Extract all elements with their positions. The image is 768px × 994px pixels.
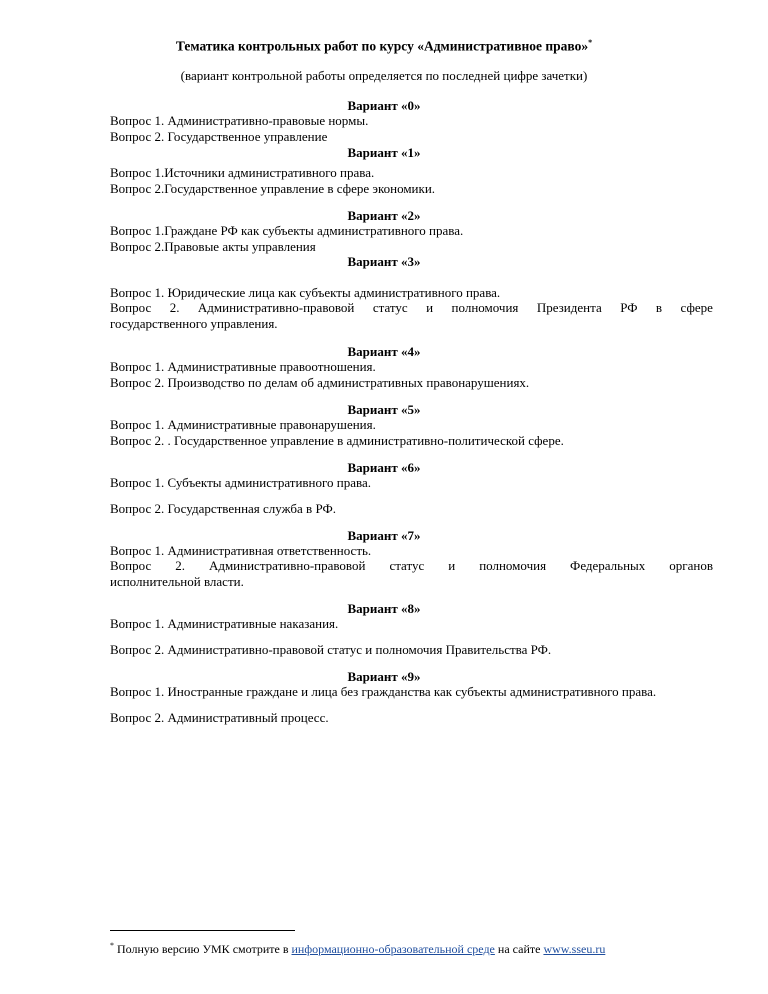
variant-6-heading: Вариант «6» xyxy=(347,460,421,475)
footnote-link-website[interactable]: www.sseu.ru xyxy=(543,942,606,956)
variant-4-question-2: Вопрос 2. Производство по делам об административных правонарушениях. xyxy=(110,375,530,390)
variant-1-question-1: Вопрос 1.Источники административного права. xyxy=(110,165,375,180)
variant-4-question-1: Вопрос 1. Административные правоотношения. xyxy=(110,359,376,374)
variant-2-question-1: Вопрос 1.Граждане РФ как субъекты административного права. xyxy=(110,223,464,238)
variant-2-question-2: Вопрос 2.Правовые акты управления xyxy=(110,239,316,254)
variant-8-question-2: Вопрос 2. Административно-правовой статус и полномочия Правительства РФ. xyxy=(110,642,552,657)
variant-2-heading: Вариант «2» xyxy=(347,208,421,223)
variant-5-heading: Вариант «5» xyxy=(347,402,421,417)
variant-5-question-2: Вопрос 2. . Государственное управление в административно-политической сфере. xyxy=(110,433,564,448)
variant-7-question-1: Вопрос 1. Административная ответственность. xyxy=(110,543,372,558)
variant-9-question-1: Вопрос 1. Иностранные граждане и лица без гражданства как субъекты административного права. xyxy=(110,684,657,699)
variant-5-question-1: Вопрос 1. Административные правонарушения. xyxy=(110,417,376,432)
variant-0-heading: Вариант «0» xyxy=(347,98,421,113)
page-subtitle: (вариант контрольной работы определяется по последней цифре зачетки) xyxy=(180,68,588,83)
variant-6-question-1: Вопрос 1. Субъекты административного права. xyxy=(110,475,371,490)
variant-8-question-1: Вопрос 1. Административные наказания. xyxy=(110,616,339,631)
variant-1-question-2: Вопрос 2.Государственное управление в сфере экономики. xyxy=(110,181,436,196)
variant-9-question-2: Вопрос 2. Административный процесс. xyxy=(110,710,329,725)
variant-3-question-1: Вопрос 1. Юридические лица как субъекты административного права. xyxy=(110,285,501,300)
variant-3-question-2: Вопрос 2. Административно-правовой статус и полномочия Президента РФ в сфере xyxy=(110,300,713,315)
footnote-link-info-environment[interactable]: информационно-образовательной среде xyxy=(291,942,495,956)
variant-3-heading: Вариант «3» xyxy=(347,254,421,269)
variant-7-question-2-continued: исполнительной власти. xyxy=(110,574,244,589)
variant-6-question-2: Вопрос 2. Государственная служба в РФ. xyxy=(110,501,336,516)
variant-7-heading: Вариант «7» xyxy=(347,528,421,543)
footnote-marker: * xyxy=(588,38,593,47)
variant-0-question-2: Вопрос 2. Государственное управление xyxy=(110,129,328,144)
variant-4-heading: Вариант «4» xyxy=(347,344,421,359)
variant-7-question-2: Вопрос 2. Административно-правовой статус и полномочия Федеральных органов xyxy=(110,558,713,573)
variant-0-question-1: Вопрос 1. Административно-правовые нормы. xyxy=(110,113,369,128)
variant-9-heading: Вариант «9» xyxy=(347,669,421,684)
variant-3-question-2-continued: государственного управления. xyxy=(110,316,278,331)
variant-1-heading: Вариант «1» xyxy=(347,145,421,160)
footnote: * Полную версию УМК смотрите в информационно-образовательной среде на сайте www.sseu.ru xyxy=(110,941,606,956)
variant-8-heading: Вариант «8» xyxy=(347,601,421,616)
footnote-separator xyxy=(110,930,295,931)
page-title: Тематика контрольных работ по курсу «Административное право»* xyxy=(175,38,593,54)
